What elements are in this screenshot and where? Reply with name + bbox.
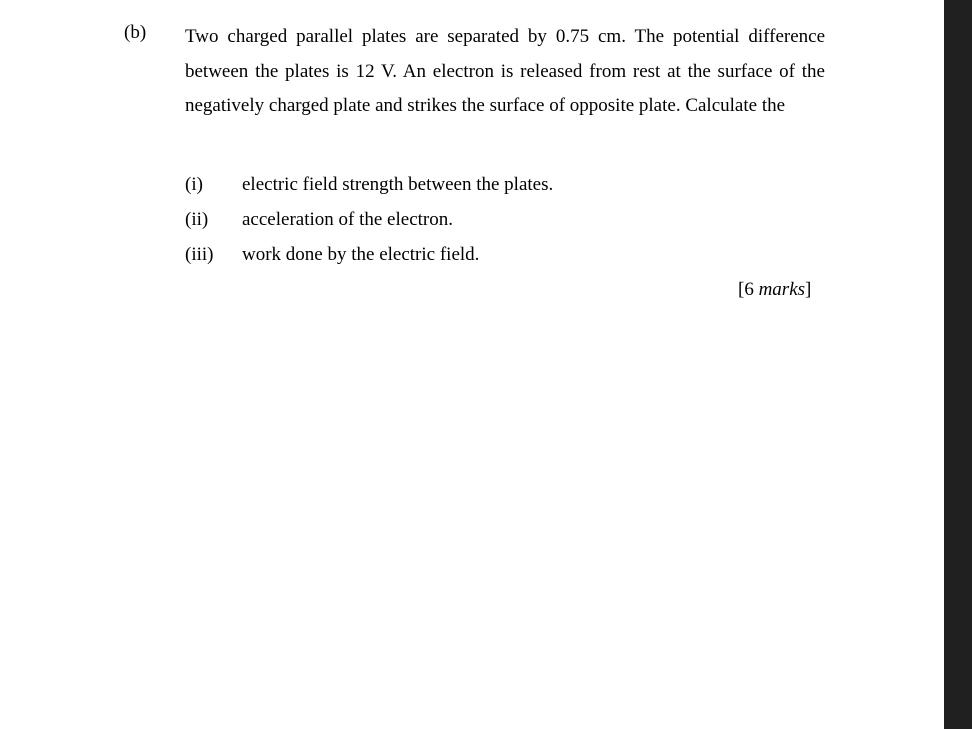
sub-question-text: acceleration of the electron. — [242, 209, 453, 230]
marks-allocation — [738, 277, 811, 303]
marks-open: [6 — [738, 279, 759, 300]
sub-question-1 — [185, 172, 553, 198]
sub-question-number: (ii) — [185, 209, 209, 230]
sub-question-3 — [185, 242, 479, 268]
viewer-side-strip — [944, 0, 972, 729]
marks-word: marks — [758, 279, 806, 300]
sub-question-text: electric field strength between the plates. — [242, 174, 554, 195]
sub-question-2 — [185, 207, 453, 233]
sub-question-number: (iii) — [185, 244, 214, 265]
sub-question-number: (i) — [185, 174, 203, 195]
question-label: (b) — [124, 22, 147, 43]
marks-close: ] — [805, 279, 812, 300]
question-text: Two charged parallel plates are separated by 0.75 cm. The potential difference between the plates is 12 V. An electron is released from rest at the surface of the negatively charged plate and strikes the surface of opposite plate. Calculate the — [185, 26, 825, 116]
sub-question-text: work done by the electric field. — [242, 244, 480, 265]
